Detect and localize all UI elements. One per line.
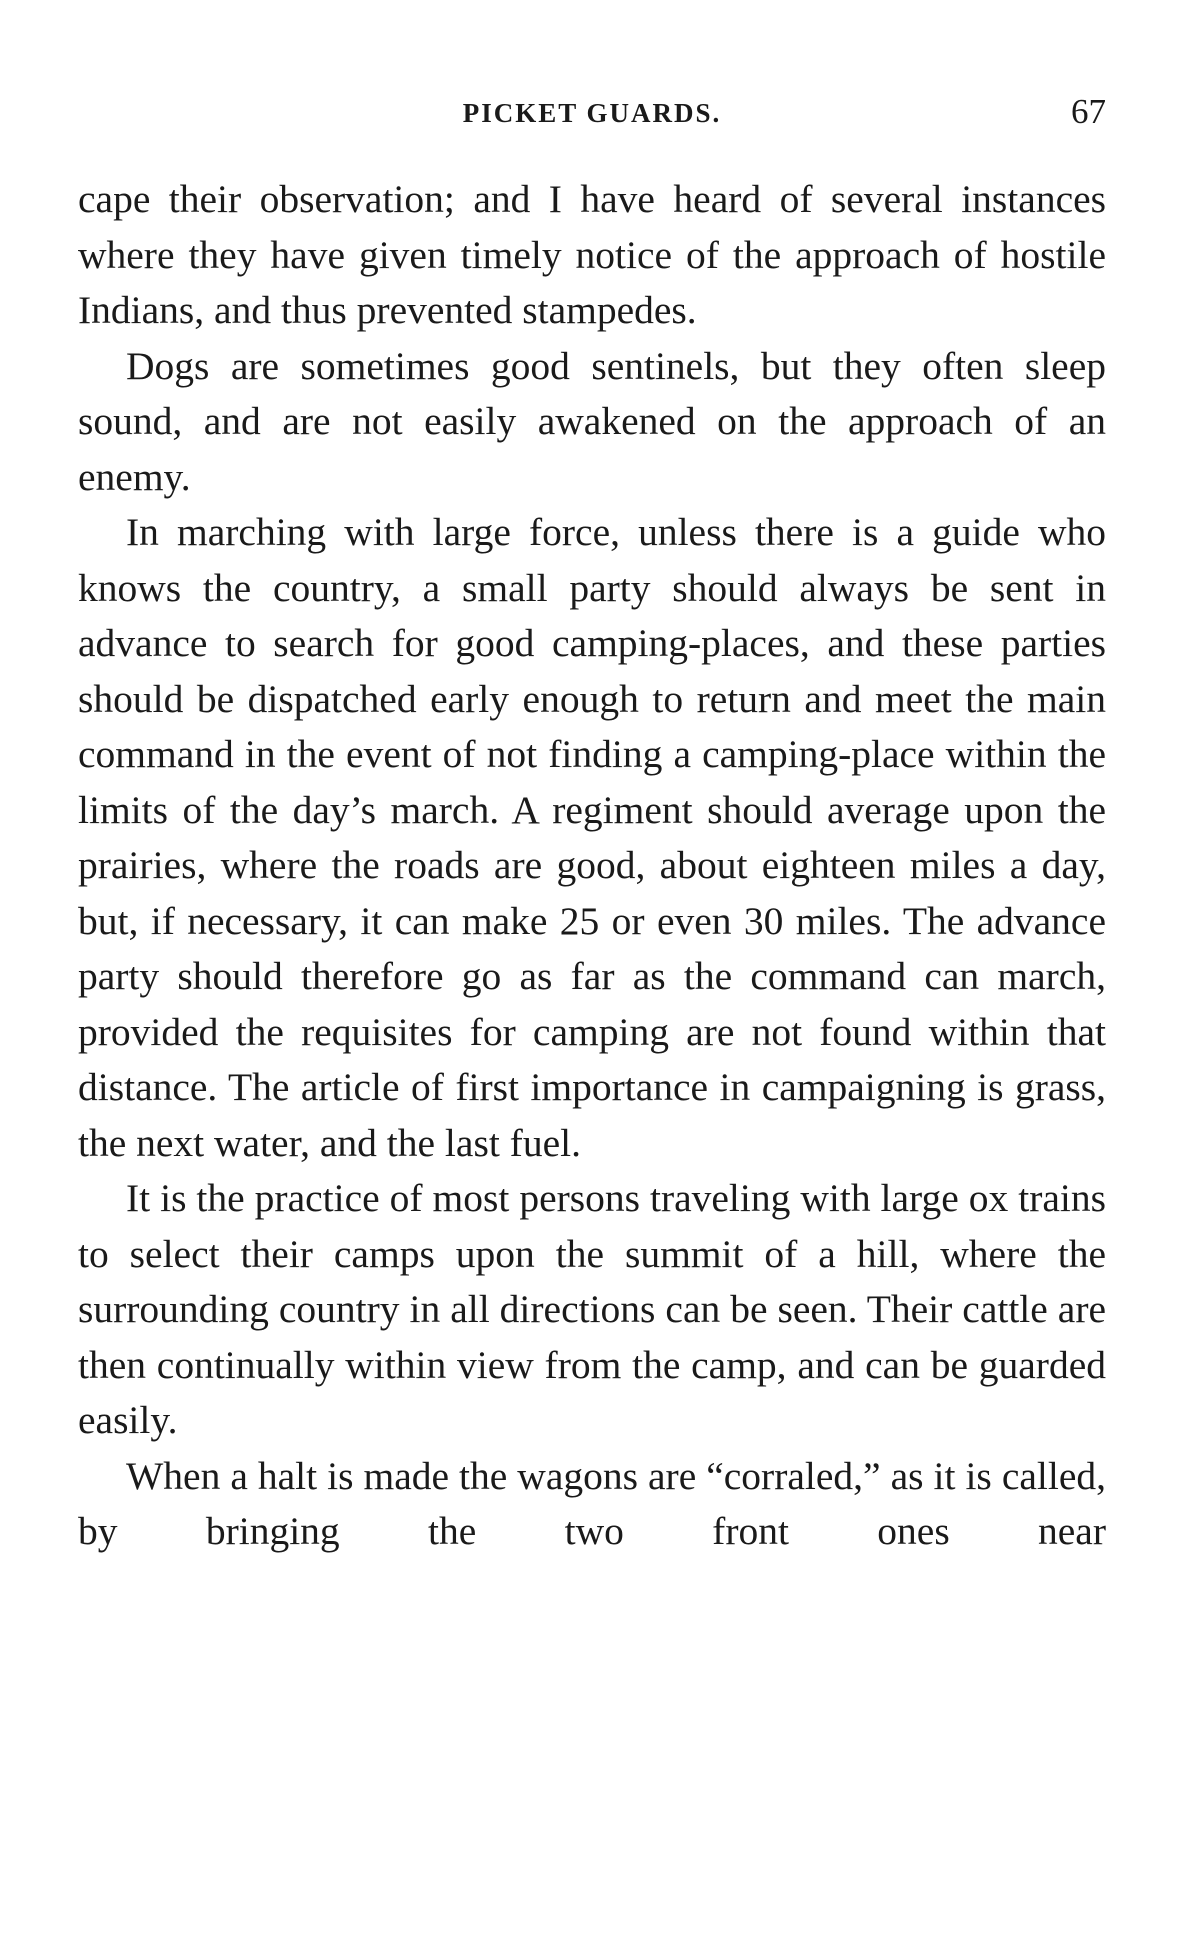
page-number: 67 — [1071, 92, 1106, 131]
paragraph-continuation: cape their observation; and I have heard of several instances where they have given timely notice of the approach of hostile Indians, and thus prevented stampedes. — [78, 177, 1106, 332]
paragraph-corraled: When a halt is made the wagons are “corraled,” as it is called, by bringing the two front ones near — [78, 1453, 1106, 1553]
paragraph-marching: In marching with large force, unless there is a guide who knows the country, a small party should always be sent in advance to search for good camping-places, and these parties should be dispatched early enough to return and meet the main command in the event of not finding a camping-place within the limits of the day’s march. A regiment should average upon the prairies, where the roads are good, about eighteen miles a day, but, if necessary, it can make 25 or even 30 miles. The advance party should therefore go as far as the command can march, provided the requisites for camping are not found within that distance. The article of first importance in campaigning is grass, the next water, and the last fuel. — [78, 510, 1106, 1165]
running-head — [78, 92, 1106, 138]
paragraph-ox-trains: It is the practice of most persons traveling with large ox trains to select their camps upon the summit of a hill, where the surrounding country in all directions can be seen. Their cattle are then continually within view from the camp, and can be guarded easily. — [78, 1176, 1106, 1442]
body-text — [78, 172, 1106, 1560]
paragraph-dogs: Dogs are sometimes good sentinels, but they often sleep sound, and are not easily awakened on the approach of an enemy. — [78, 343, 1106, 499]
running-title: PICKET GUARDS. — [462, 98, 722, 128]
